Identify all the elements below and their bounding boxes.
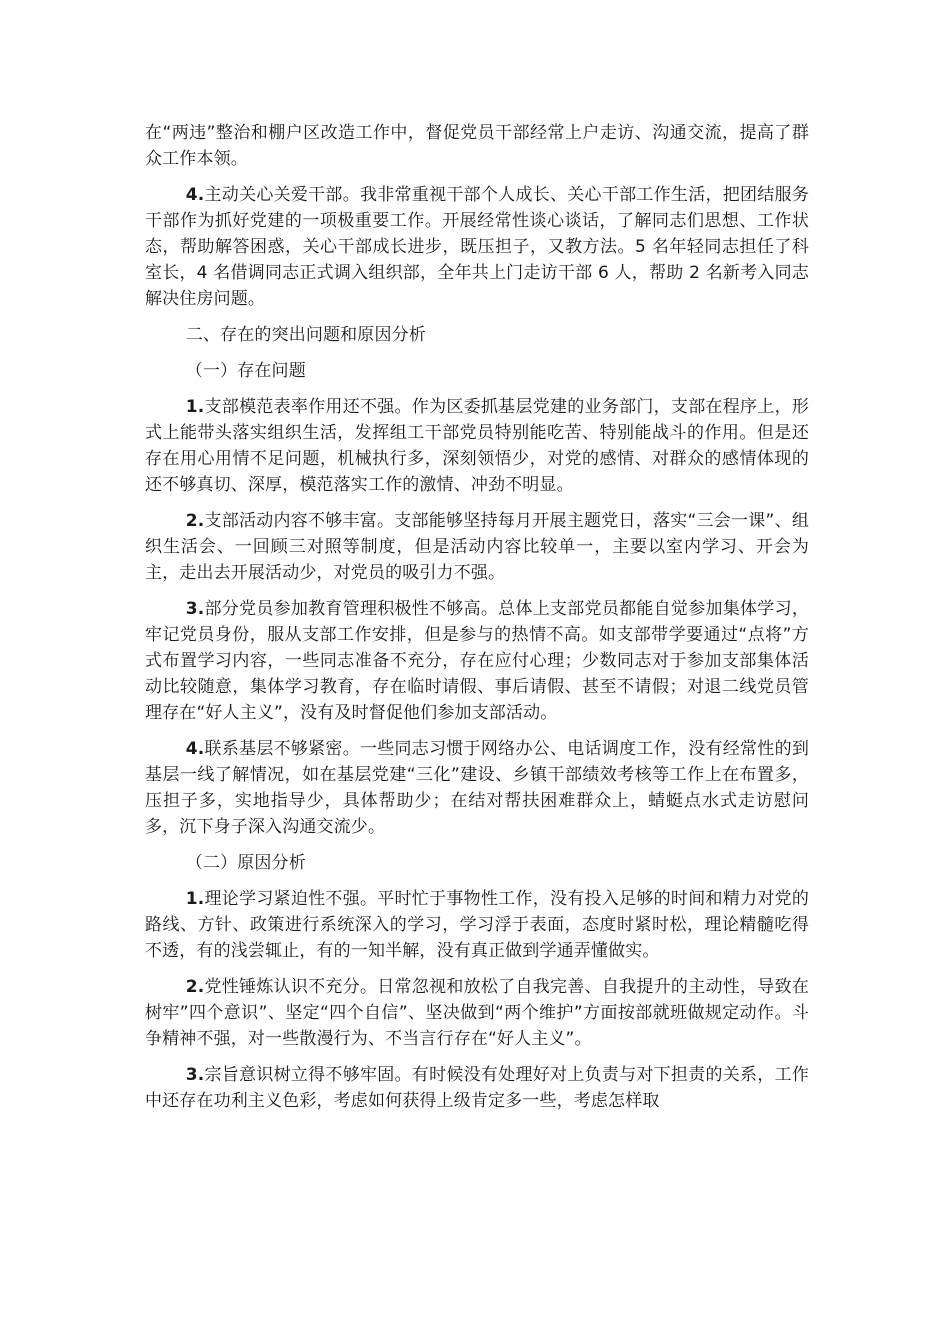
paragraph-number: 2. xyxy=(185,977,205,997)
paragraph-problem-3 xyxy=(145,596,809,726)
paragraph-number: 1. xyxy=(185,889,205,909)
document-body xyxy=(145,120,809,1124)
paragraph-text: 联系基层不够紧密。一些同志习惯于网络办公、电话调度工作，没有经常性的到基层一线了解情况，如在基层党建“三化”建设、乡镇干部绩效考核等工作上在布置多，压担子多，实地指导少，具体帮助少；在结对帮扶困难群众上，蜻蜓点水式走访慰问多，沉下身子深入沟通交流少。 xyxy=(145,739,809,837)
subsection-heading-existing-problems xyxy=(145,358,809,384)
paragraph-number: 4. xyxy=(185,739,205,759)
paragraph-problem-2 xyxy=(145,508,809,586)
heading-text: （二）原因分析 xyxy=(185,853,306,873)
subsection-heading-cause-analysis xyxy=(145,850,809,876)
paragraph-text: 部分党员参加教育管理积极性不够高。总体上支部党员都能自觉参加集体学习，牢记党员身份，服从支部工作安排，但是参与的热情不高。如支部带学要通过“点将”方式布置学习内容，一些同志准备不充分，存在应付心理；少数同志对于参加支部集体活动比较随意，集体学习教育，存在临时请假、事后请假、甚至不请假；对退二线党员管理存在“好人主义”，没有及时督促他们参加支部活动。 xyxy=(145,599,809,723)
paragraph-cause-1 xyxy=(145,886,809,964)
heading-text: （一）存在问题 xyxy=(185,361,306,381)
paragraph-text: 党性锤炼认识不充分。日常忽视和放松了自我完善、自我提升的主动性，导致在树牢”四个意识”、坚定“四个自信”、坚决做到“两个维护”方面按部就班做规定动作。斗争精神不强，对一些散漫行为、不当言行存在“好人主义”。 xyxy=(145,977,809,1049)
paragraph-problem-1 xyxy=(145,394,809,498)
paragraph-number: 3. xyxy=(185,599,205,619)
paragraph-problem-4 xyxy=(145,736,809,840)
paragraph-text: 支部模范表率作用还不强。作为区委抓基层党建的业务部门，支部在程序上，形式上能带头落实组织生活，发挥组工干部党员特别能吃苦、特别能战斗的作用。但是还存在用心用情不足问题，机械执行多，深刻领悟少，对党的感情、对群众的感情体现的还不够真切、深厚，模范落实工作的激情、冲劲不明显。 xyxy=(145,397,809,495)
paragraph-text: 在“两违”整治和棚户区改造工作中，督促党员干部经常上户走访、沟通交流，提高了群众工作本领。 xyxy=(145,123,809,169)
section-heading-problems xyxy=(145,322,809,348)
paragraph-cause-2 xyxy=(145,974,809,1052)
paragraph-text: 支部活动内容不够丰富。支部能够坚持每月开展主题党日，落实“三会一课”、组织生活会、一回顾三对照等制度，但是活动内容比较单一，主要以室内学习、开会为主，走出去开展活动少，对党员的吸引力不强。 xyxy=(145,511,809,583)
paragraph-number: 1. xyxy=(185,397,205,417)
paragraph-text: 宗旨意识树立得不够牢固。有时候没有处理好对上负责与对下担责的关系，工作中还存在功利主义色彩，考虑如何获得上级肯定多一些，考虑怎样取 xyxy=(145,1065,809,1111)
paragraph-number: 3. xyxy=(185,1065,205,1085)
paragraph-text: 主动关心关爱干部。我非常重视干部个人成长、关心干部工作生活，把团结服务干部作为抓好党建的一项极重要工作。开展经常性谈心谈话，了解同志们思想、工作状态，帮助解答困惑，关心干部成长进步，既压担子，又教方法。5 名年轻同志担任了科室长，4 名借调同志正式调入组织部，全年共上门走访干部 6 人，帮助 2 名新考入同志解决住房问题。 xyxy=(145,185,809,309)
paragraph-text: 理论学习紧迫性不强。平时忙于事物性工作，没有投入足够的时间和精力对党的路线、方针、政策进行系统深入的学习，学习浮于表面，态度时紧时松，理论精髓吃得不透，有的浅尝辄止，有的一知半解，没有真正做到学通弄懂做实。 xyxy=(145,889,809,961)
paragraph-care-for-cadres xyxy=(145,182,809,312)
paragraph-continuation xyxy=(145,120,809,172)
paragraph-number: 2. xyxy=(185,511,205,531)
heading-text: 二、存在的突出问题和原因分析 xyxy=(185,325,426,345)
paragraph-cause-3 xyxy=(145,1062,809,1114)
paragraph-number: 4. xyxy=(185,185,205,205)
